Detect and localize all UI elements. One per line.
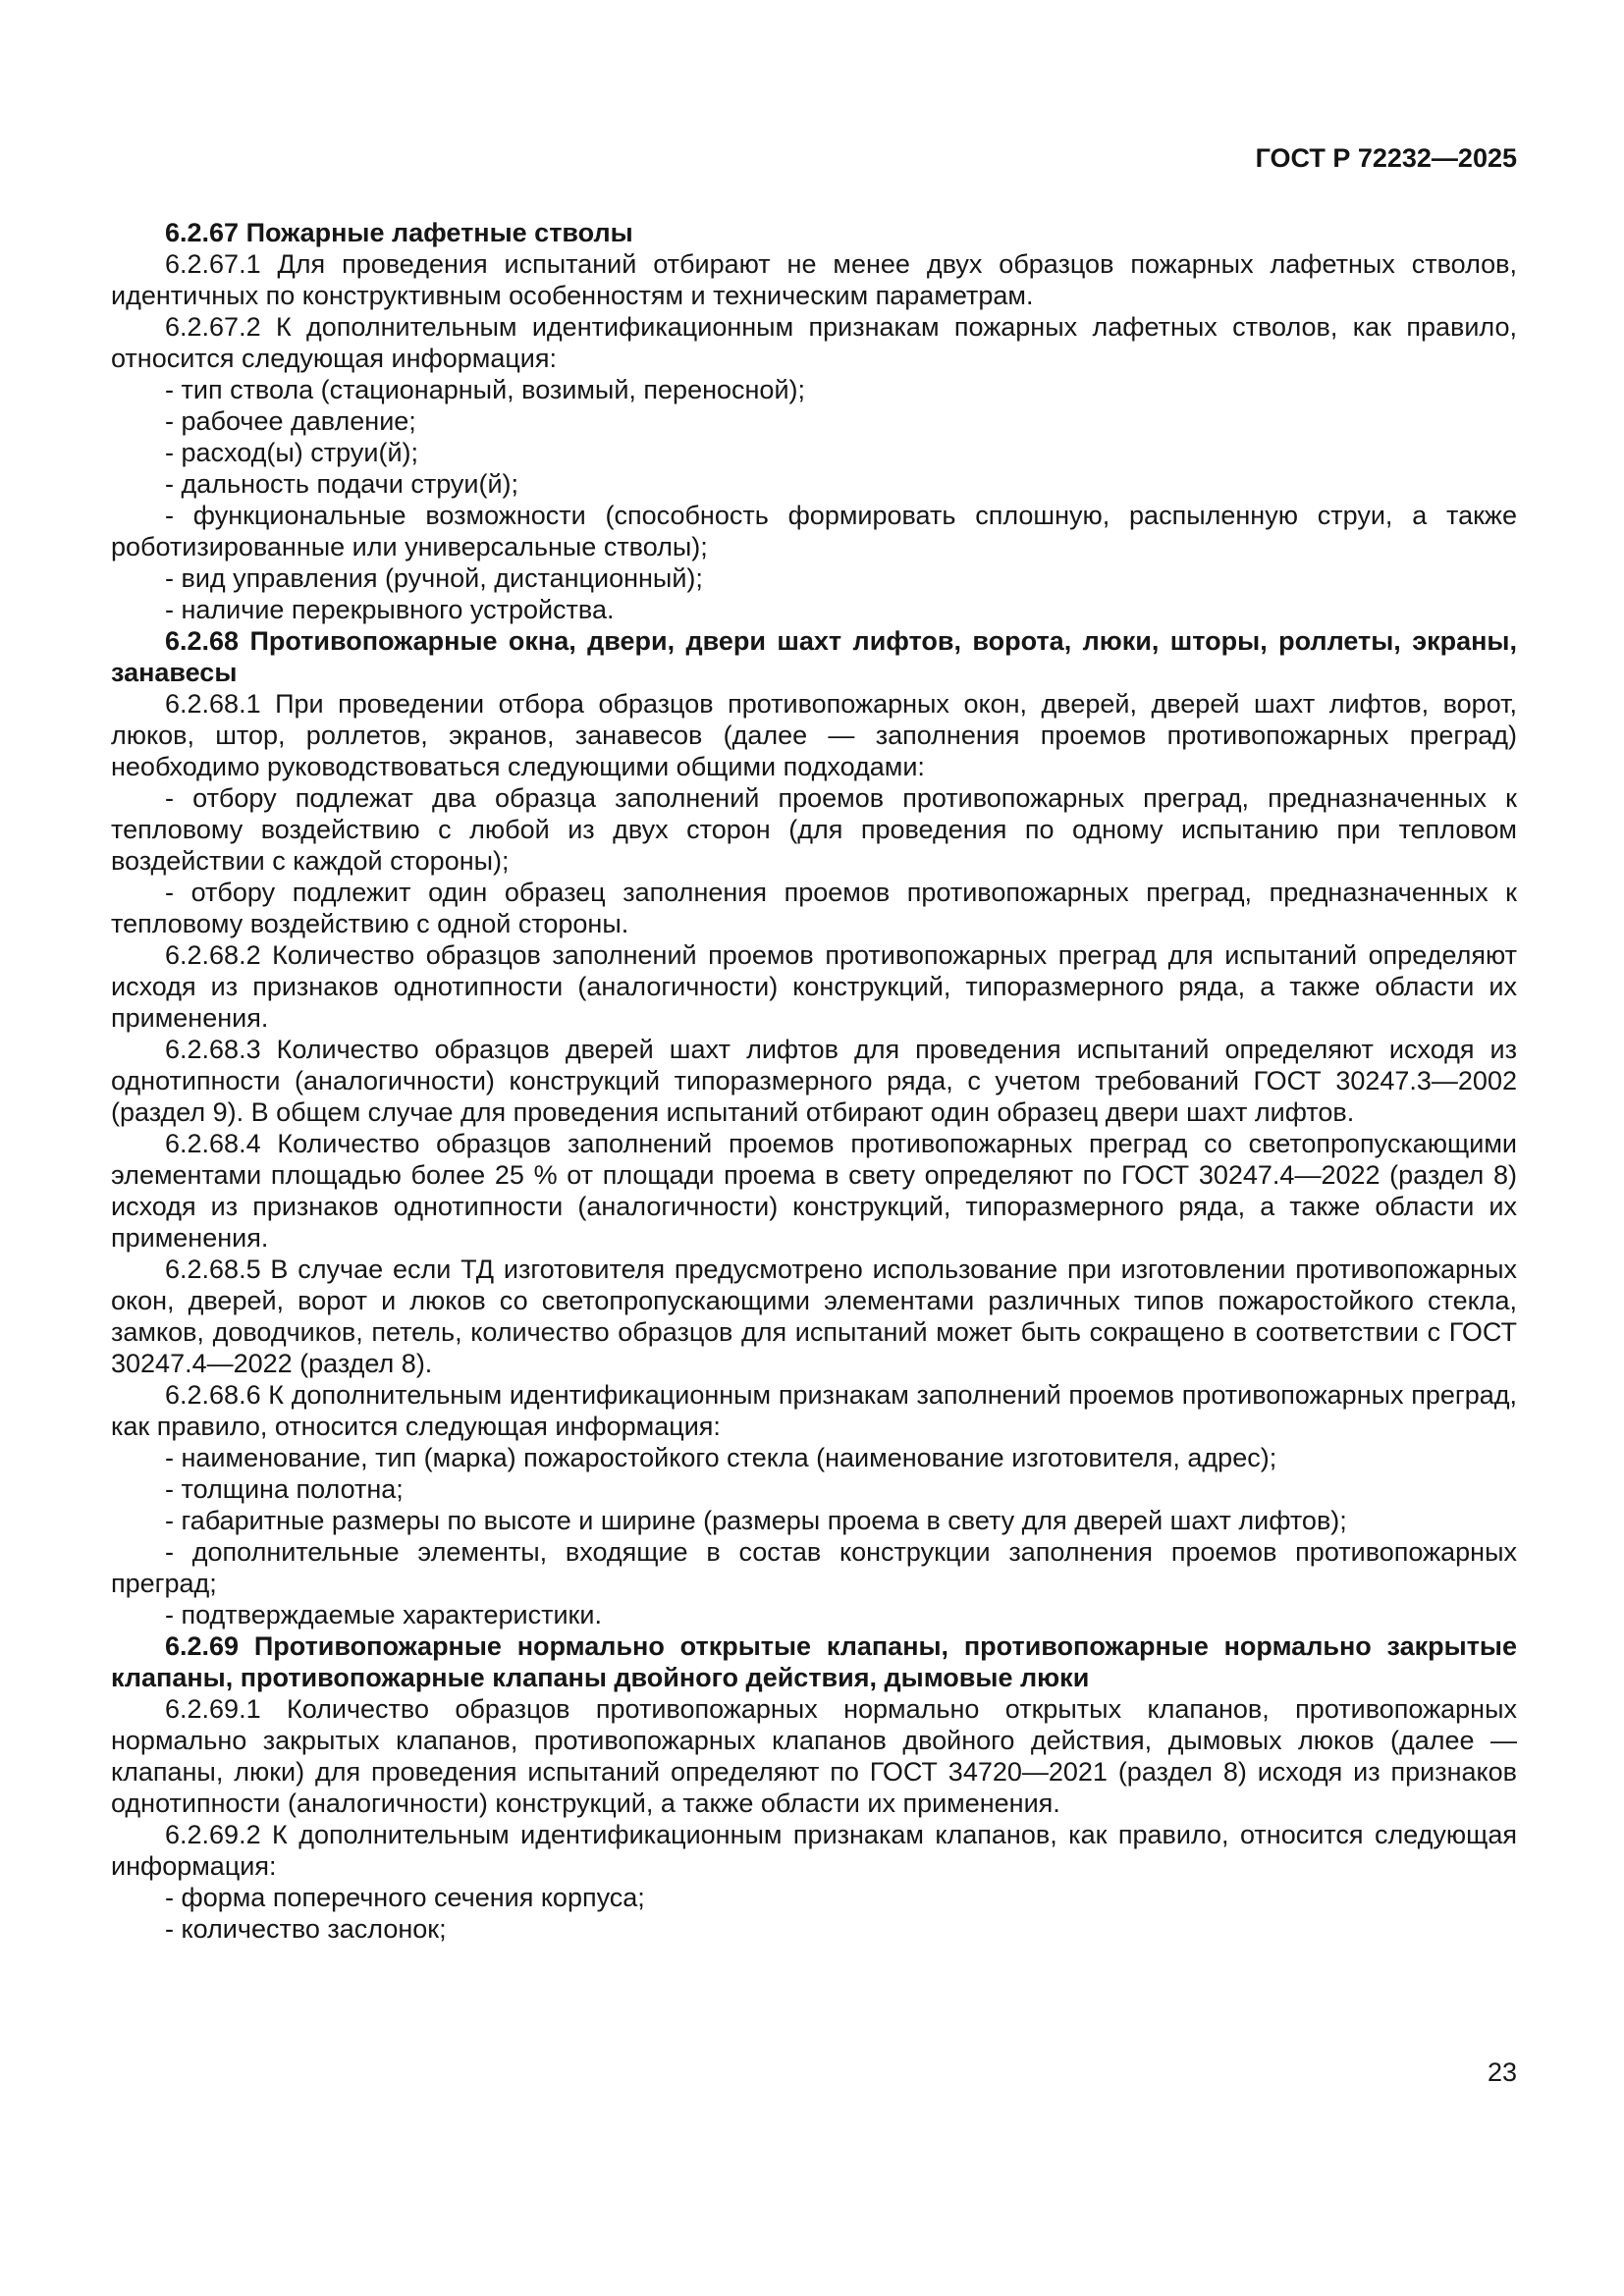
section-heading: 6.2.67 Пожарные лафетные стволы [165,218,633,247]
list-item: - количество заслонок; [111,1913,1517,1945]
paragraph: 6.2.68.3 Количество образцов дверей шахт лифтов для проведения испытаний определяют исходя из однотипности (аналогичности) конструкций типоразмерного ряда, с учетом требований ГОСТ 30247.3—2002 (раздел 9). В общем случае для проведения испытаний отбирают один образец двери шахт лифтов. [111,1035,1517,1127]
list-item: - расход(ы) струи(й); [111,437,1517,468]
page-number: 23 [1487,2057,1517,2087]
paragraph: 6.2.68.1 При проведении отбора образцов противопожарных окон, дверей, дверей шахт лифтов, ворот, люков, штор, роллетов, экранов, занавесов (далее — заполнения проемов противопожарных преград) необходимо руководствоваться следующими общими подходами: [111,689,1517,781]
list-item: - подтверждаемые характеристики. [111,1599,1517,1630]
list-item: - наличие перекрывного устройства. [111,594,1517,625]
document-content [111,217,1517,1945]
list-item: - дальность подачи струи(й); [111,468,1517,500]
list-item: - отбору подлежат два образца заполнений проемов противопожарных преград, предназначенных к тепловому воздействию с любой из двух сторон (для проведения по одному испытанию при тепловом воздействии с каждой стороны); [111,782,1517,877]
paragraph: 6.2.67.1 Для проведения испытаний отбирают не менее двух образцов пожарных лафетных стволов, идентичных по конструктивным особенностям и техническим параметрам. [111,249,1517,310]
paragraph: 6.2.69.1 Количество образцов противопожарных нормально открытых клапанов, противопожарных нормально закрытых клапанов, противопожарных клапанов двойного действия, дымовых люков (далее — клапаны, люки) для проведения испытаний определяют по ГОСТ 34720—2021 (раздел 8) исходя из признаков однотипности (аналогичности) конструкций, а также области их применения. [111,1694,1517,1818]
section-heading: 6.2.69 Противопожарные нормально открытые клапаны, противопожарные нормально закрытые клапаны, противопожарные клапаны двойного действия, дымовые люки [111,1631,1517,1692]
list-item: - рабочее давление; [111,405,1517,437]
running-header-standard-number: ГОСТ Р 72232—2025 [1255,143,1517,173]
list-item: - форма поперечного сечения корпуса; [111,1882,1517,1913]
list-item: - вид управления (ручной, дистанционный); [111,562,1517,594]
list-item: - толщина полотна; [111,1473,1517,1505]
list-item: - габаритные размеры по высоте и ширине (размеры проема в свету для дверей шахт лифтов); [111,1505,1517,1536]
list-item: - отбору подлежит один образец заполнения проемов противопожарных преград, предназначенных к тепловому воздействию с одной стороны. [111,877,1517,939]
paragraph: 6.2.68.2 Количество образцов заполнений проемов противопожарных преград для испытаний определяют исходя из признаков однотипности (аналогичности) конструкций, типоразмерного ряда, а также области их применения. [111,940,1517,1033]
list-item: - функциональные возможности (способность формировать сплошную, распыленную струи, а также роботизированные или универсальные стволы); [111,500,1517,562]
paragraph: 6.2.68.6 К дополнительным идентификационным признакам заполнений проемов противопожарных преград, как правило, относится следующая информация: [111,1380,1517,1441]
list-item: - дополнительные элементы, входящие в состав конструкции заполнения проемов противопожарных преград; [111,1536,1517,1599]
list-item: - тип ствола (стационарный, возимый, переносной); [111,374,1517,405]
paragraph: 6.2.68.5 В случае если ТД изготовителя предусмотрено использование при изготовлении противопожарных окон, дверей, ворот и люков со светопропускающими элементами различных типов пожаростойкого стекла, замков, доводчиков, петель, количество образцов для испытаний может быть сокращено в соответствии с ГОСТ 30247.4—2022 (раздел 8). [111,1255,1517,1378]
paragraph: 6.2.67.2 К дополнительным идентификационным признакам пожарных лафетных стволов, как правило, относится следующая информация: [111,312,1517,373]
paragraph: 6.2.69.2 К дополнительным идентификационным признакам клапанов, как правило, относится следующая информация: [111,1820,1517,1881]
list-item: - наименование, тип (марка) пожаростойкого стекла (наименование изготовителя, адрес); [111,1442,1517,1473]
section-heading: 6.2.68 Противопожарные окна, двери, двери шахт лифтов, ворота, люки, шторы, роллеты, экраны, занавесы [111,626,1517,687]
paragraph: 6.2.68.4 Количество образцов заполнений проемов противопожарных преград со светопропускающими элементами площадью более 25 % от площади проема в свету определяют по ГОСТ 30247.4—2022 (раздел 8) исходя из признаков однотипности (аналогичности) конструкций, типоразмерного ряда, а также области их применения. [111,1129,1517,1253]
